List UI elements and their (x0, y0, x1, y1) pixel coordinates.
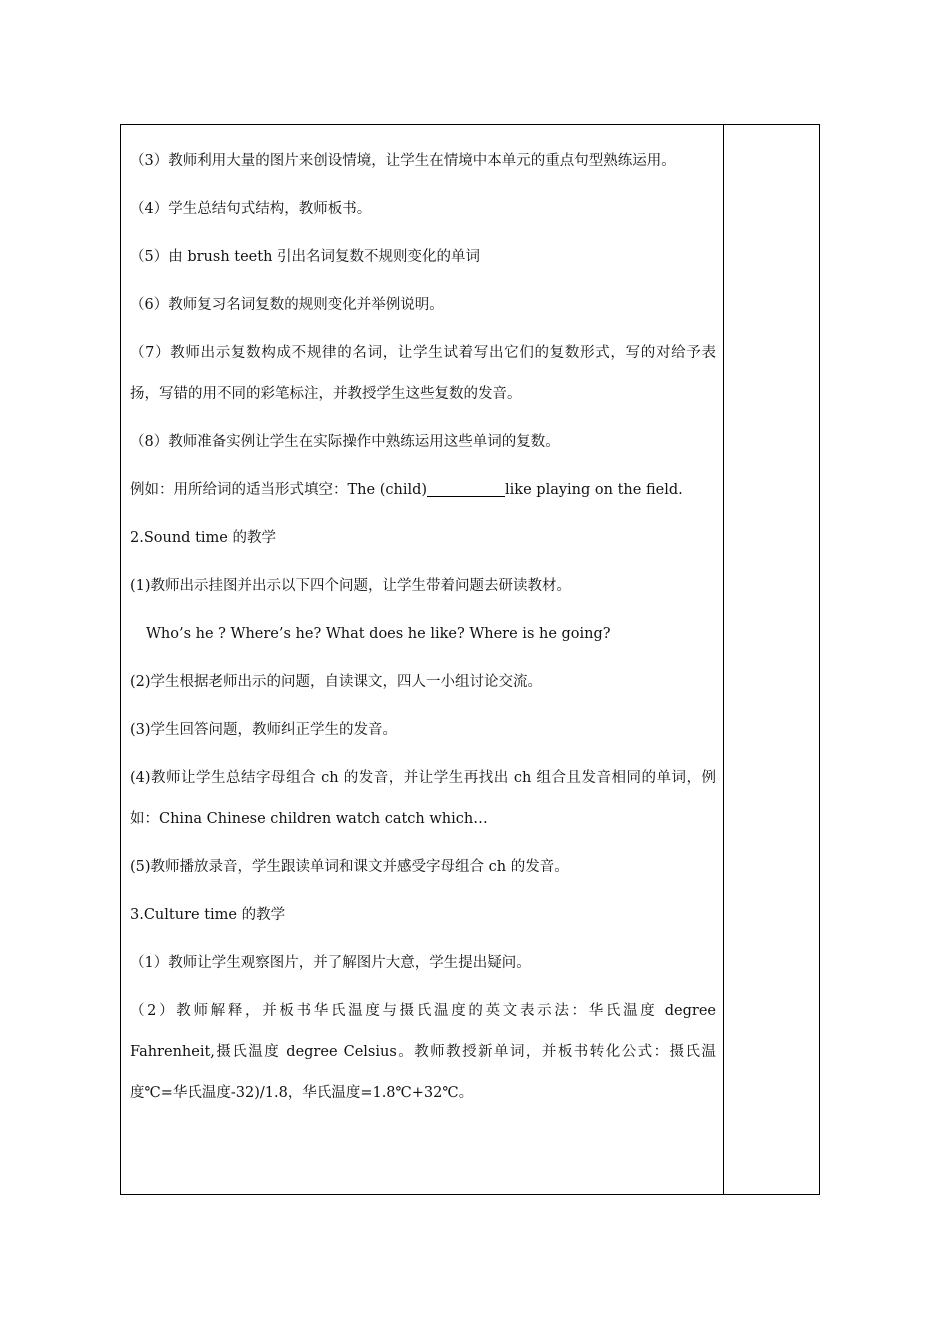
sound-step-1: (1)教师出示挂图并出示以下四个问题，让学生带着问题去研读教材。 (130, 578, 572, 594)
culture-step-2: （2）教师解释，并板书华氏温度与摄氏温度的英文表示法：华氏温度 degree Fahrenheit,摄氏温度 degree Celsius。教师教授新单词，并板书转化公式：摄氏温度℃=华氏温度-32)/1.8，华氏温度=1.8℃+32℃。 (130, 1003, 716, 1101)
sound-questions: Who’s he ? Where’s he? What does he like? Where is he going? (146, 626, 611, 642)
sound-step-5: (5)教师播放录音，学生跟读单词和课文并感受字母组合 ch 的发音。 (130, 859, 569, 875)
lesson-table (120, 124, 820, 1195)
lesson-content-cell (130, 141, 716, 1121)
section-sound-time: 2.Sound time 的教学 (130, 530, 276, 546)
answer-blank (427, 482, 505, 497)
step-8: （8）教师准备实例让学生在实际操作中熟练运用这些单词的复数。 (130, 434, 560, 450)
section-culture-time: 3.Culture time 的教学 (130, 907, 286, 923)
culture-step-1: （1）教师让学生观察图片，并了解图片大意，学生提出疑问。 (130, 955, 531, 971)
sound-step-2: (2)学生根据老师出示的问题，自读课文，四人一小组讨论交流。 (130, 674, 543, 690)
step-6: （6）教师复习名词复数的规则变化并举例说明。 (130, 297, 444, 313)
sound-step-4: (4)教师让学生总结字母组合 ch 的发音，并让学生再找出 ch 组合且发音相同的单词，例如：China Chinese children watch catch which… (130, 770, 716, 827)
step-3: （3）教师利用大量的图片来创设情境，让学生在情境中本单元的重点句型熟练运用。 (130, 153, 676, 169)
step-7: （7）教师出示复数构成不规律的名词，让学生试着写出它们的复数形式，写的对给予表扬，写错的用不同的彩笔标注，并教授学生这些复数的发音。 (130, 345, 716, 402)
example-suffix: like playing on the field. (505, 482, 683, 498)
sound-step-3: (3)学生回答问题，教师纠正学生的发音。 (130, 722, 398, 738)
step-4: （4）学生总结句式结构，教师板书。 (130, 201, 372, 217)
fill-blank-example (130, 470, 716, 511)
step-5: （5）由 brush teeth 引出名词复数不规则变化的单词 (130, 249, 481, 265)
example-prefix: 例如：用所给词的适当形式填空：The (child) (130, 482, 428, 498)
column-divider (723, 125, 724, 1194)
